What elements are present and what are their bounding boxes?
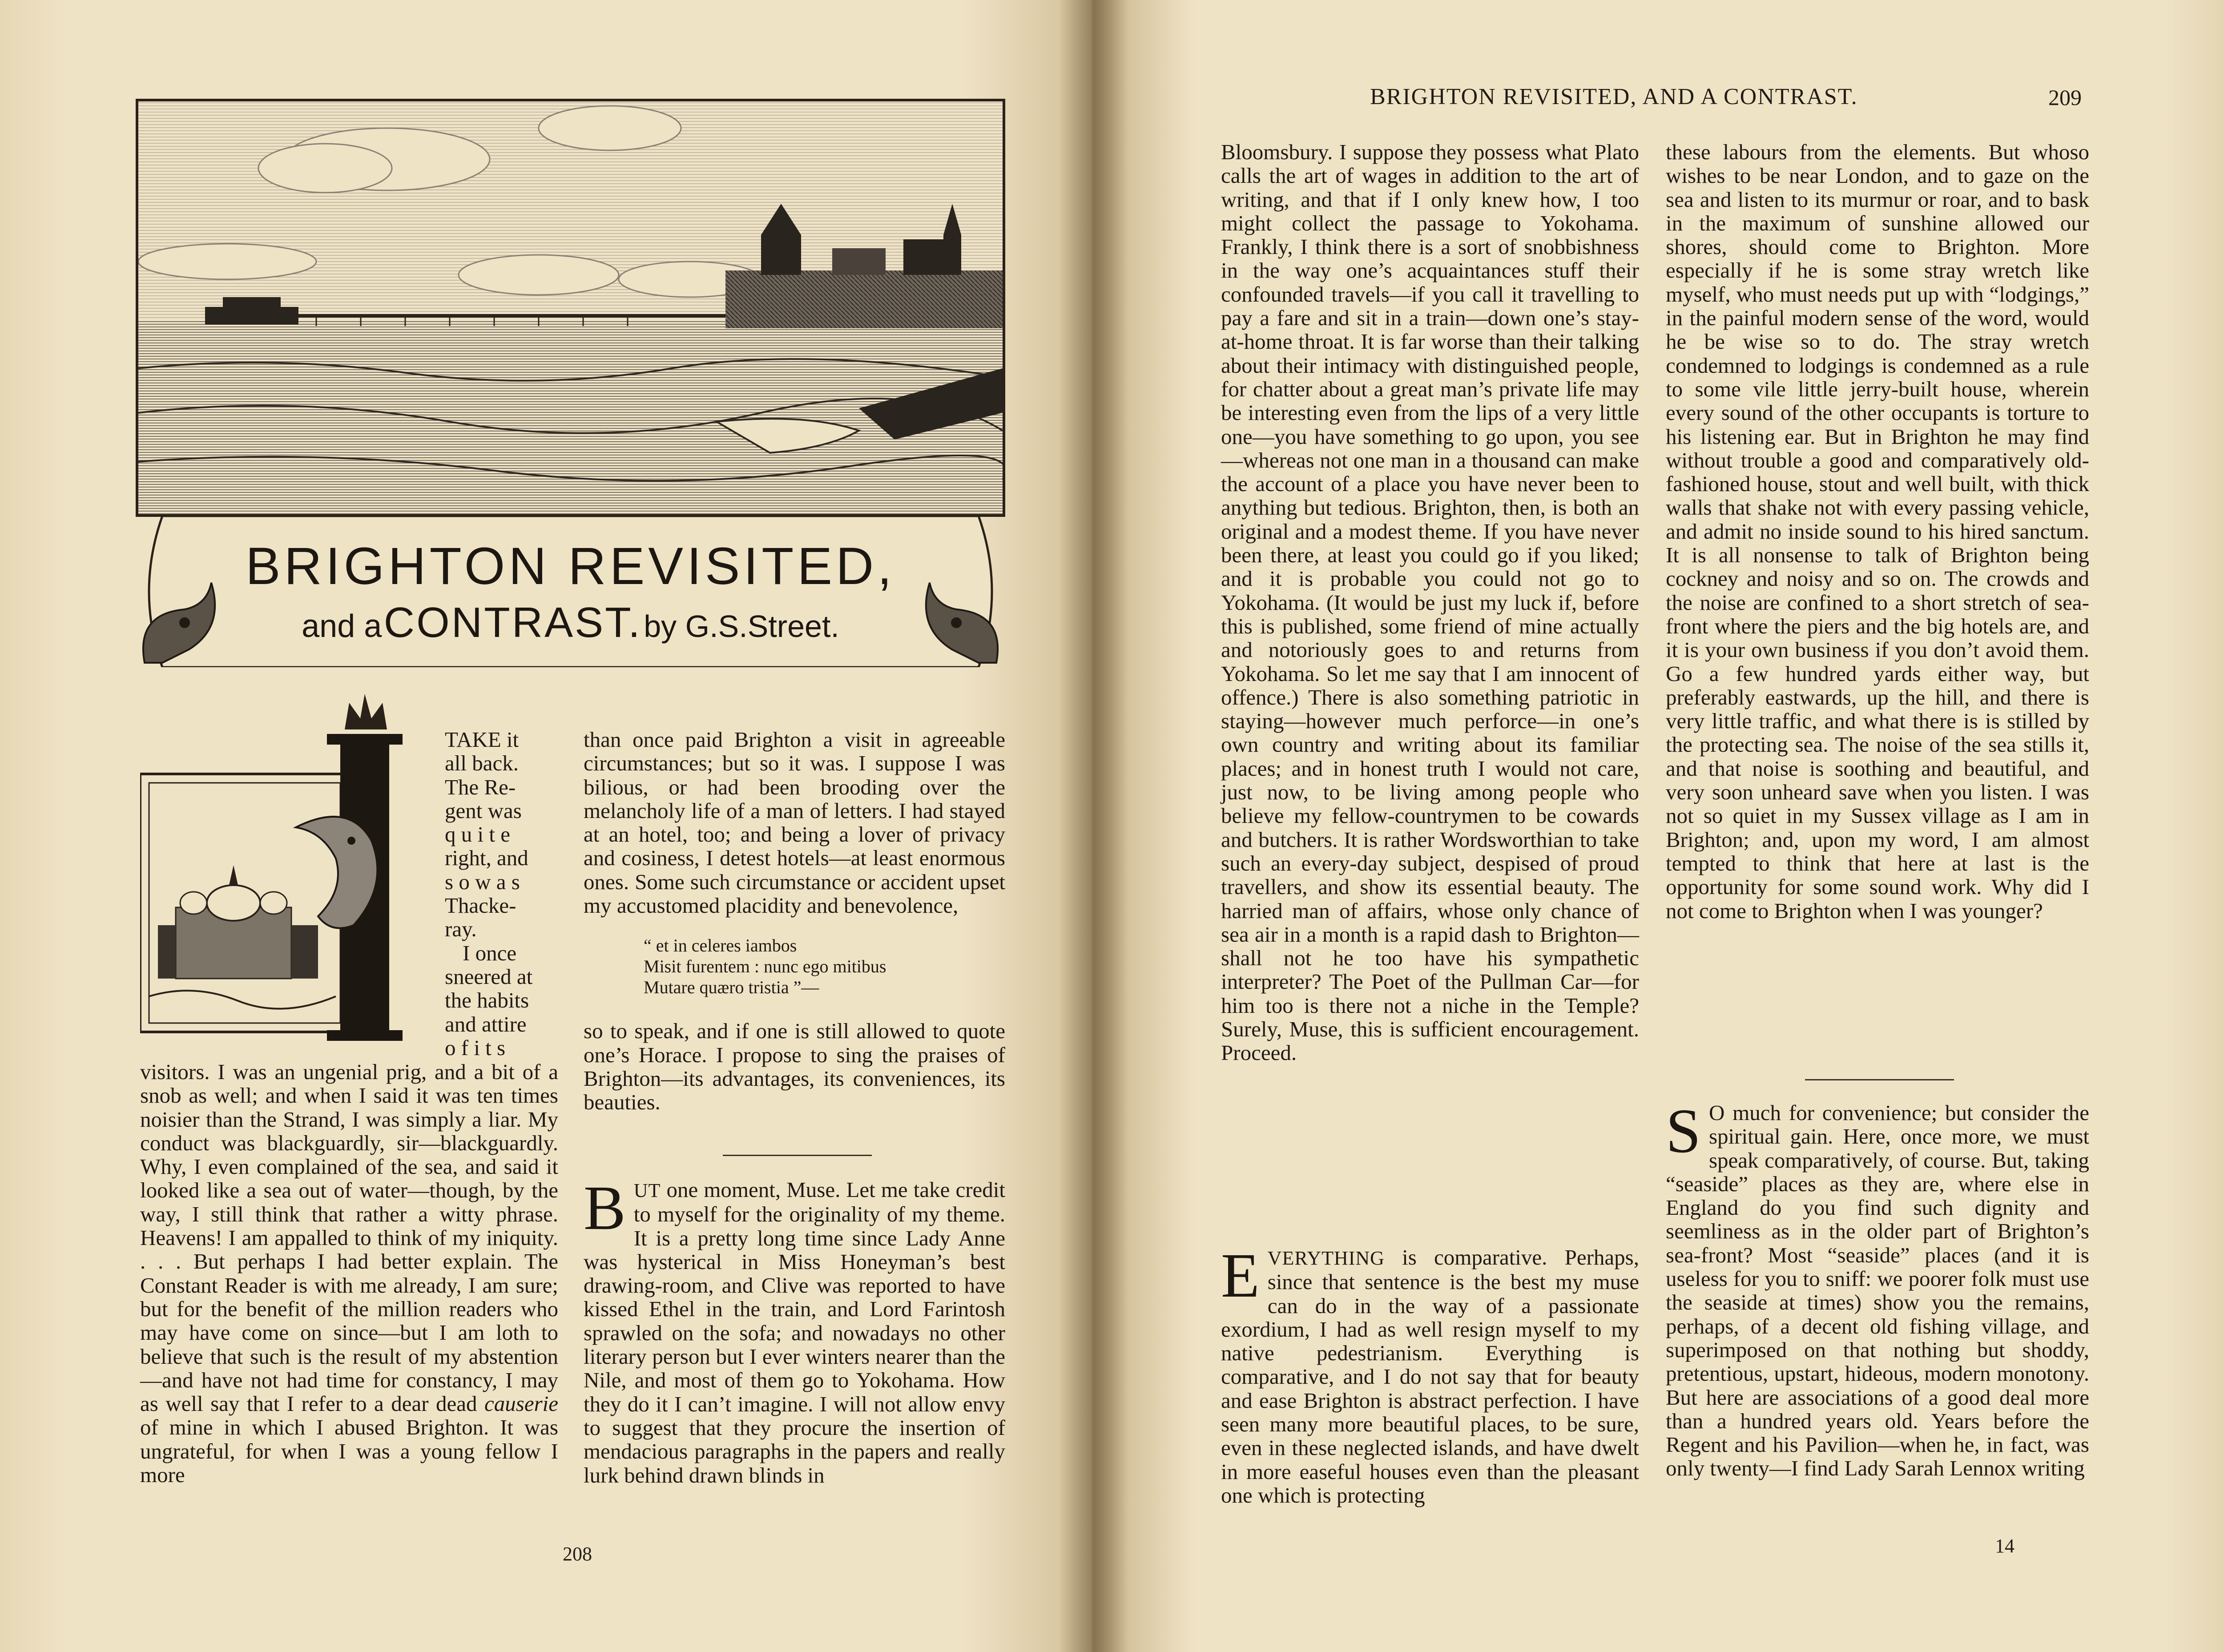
book-gutter — [1059, 0, 1130, 1652]
line: all back. — [445, 751, 519, 776]
line: TAKE it — [445, 727, 519, 752]
left-column-2-text — [584, 728, 1005, 1114]
section-divider — [723, 1155, 872, 1156]
line: s o w a s — [445, 869, 520, 894]
col1-wrapped-lines — [445, 728, 557, 1060]
paragraph: Bloomsbury. I suppose they possess what Plato calls the art of wages in addition to the art of writing, and that if I only knew how, I too might collect the passage to Yokohama. Frankly, I think there is a sort of snobbishness in the way one’s acquaintances stuff their confounded travels—if you call it travelling to pay a fare and sit in a train—down one’s stay-at-home throat. It is far worse than their talking about their intimacy with distinguished people, for chatter about a great man’s private life may be interesting even from the lips of a very little one—you have something to go upon, you see—whereas not one man in a thousand can make the account of a place you have never been to anything but tedious. Brighton, then, is both an original and a modest theme. If you have never been there, at least you could go if you liked; and it is probable you could not go to Yokohama. (It would be just my luck if, before this is published, some friend of mine actually and notoriously goes to and returns from Yokohama. So let me say that I am innocent of offence.) There is also something patriotic in staying—however much perforce—in one’s own country and writing about its familiar places; and in honest truth I would not care, just now, to be living among people who believe my fellow-countrymen to be cowards and butchers. It is rather Wordsworthian to take such an every-day subject, despised of proud travellers, and show its essential beauty. The harried man of affairs, whose only chance of sea air in a month is a rapid dash to Brighton—shall not he too have his sympathetic interpreter? The Poet of the Pullman Car—for him too is there not a niche in the Temple? Surely, Muse, this is sufficient encouragement. Proceed. — [1221, 140, 1639, 1065]
line: sneered at — [445, 964, 533, 989]
line: The Re- — [445, 774, 516, 799]
line: gent was — [445, 798, 522, 823]
running-head: BRIGHTON REVISITED, AND A CONTRAST. — [1370, 84, 1858, 109]
right-column-2-text — [1666, 140, 2089, 923]
paragraph: than once paid Brighton a visit in agreeable circumstances; but so it was. I suppose I was bilious, or had been brooding over the melancholy life of a man of letters. I had stayed at an hotel, too; and being a lover of privacy and cosiness, I detest hotels—at least enormous ones. Some such circumstance or accident upset my accustomed placidity and benevolence, — [584, 727, 1005, 918]
title-and-a: and a — [302, 608, 382, 644]
title-contrast: CONTRAST. — [383, 599, 642, 646]
horace-quotation: “ et in celeres iambos Misit furentem : nunc ego mitibus Mutare quæro tristia ”— — [644, 935, 886, 998]
paragraph: these labours from the elements. But whoso wishes to be near London, and to gaze on the sea and listen to its murmur or roar, and to bask in the maximum of sunshine allowed our shores, should come to Brighton. More especially if he is some stray wretch like myself, who must needs put up with “lodgings,” in the painful modern sense of the word, would he be wise so to do. The stray wretch condemned to lodgings is condemned as a rule to some vile little jerry-built house, wherein every sound of the other occupants is torture to his listening ear. But in Brighton he may find without trouble a good and comparatively old-fashioned house, stout and well built, with thick walls that shake not with every passing vehicle, and admit no inside sound to his hired sanctum. It is all nonsense to talk of Brighton being cockney and noisy and so on. The crowds and the noise are confined to a short stretch of sea-front where the piers and the big hotels are, and it is your own business if you don’t avoid them. Go a few hundred yards either way, but preferably eastwards, up the hill, and there is very little traffic, and what there is is stilled by the protecting sea. The noise of the sea stills it, and that noise is soothing and beautiful, and very soon unheard save when you listen. I was not so quiet in my Sussex village as I am in Brighton; and, upon my word, I am almost tempted to think that here at last is the opportunity for some sound work. Why did I not come to Brighton when I was younger? — [1666, 140, 2089, 923]
line: q u i t e — [445, 822, 510, 847]
brighton-pier-engraving — [136, 99, 1005, 517]
line: ray. — [445, 917, 477, 942]
drop-cap-b: B — [584, 1173, 626, 1243]
line: the habits — [445, 988, 529, 1013]
section-divider — [1805, 1079, 1954, 1080]
drop-cap-s: S — [1666, 1096, 1701, 1166]
ornamental-initial-i — [140, 694, 411, 1041]
line: and attire — [445, 1011, 527, 1036]
right-column-1-text — [1221, 140, 1639, 1065]
left-column-1-text: visitors. I was an ungenial prig, and a bit of a snob as well; and when I said it was ten times noisier than the Strand, I was simply a liar. My conduct was blackguardly, sir—blackguardly. Why, I even complained of the sea, and said it looked like a sea out of water—though, by the way, I still think that rather a witty phrase. Heavens! I am appalled to think of my iniquity. . . . But perhaps I had better explain. The Constant Reader is with me already, I am sure; but for the benefit of the million readers who may have come on since—but I am loth to believe that such is the result of my abstention—and have not had time for constancy, I may as well say that I refer to a dear dead causerie of mine in which I abused Brighton. It was ungrateful, for when I was a young fellow I more — [140, 1060, 559, 1487]
page-number-right: 209 — [2048, 85, 2082, 110]
page-number-left: 208 — [563, 1543, 592, 1565]
byline: by G.S.Street. — [644, 609, 839, 644]
italic-causerie: causerie — [484, 1391, 559, 1416]
article-title: BRIGHTON REVISITED, — [245, 537, 896, 596]
line: I once — [463, 940, 517, 965]
drop-cap-e: E — [1221, 1240, 1260, 1310]
line: right, and — [445, 846, 528, 870]
signature-mark: 14 — [1995, 1535, 2014, 1557]
right-column-1-section: EVERYTHING is comparative. Perhaps, since that sentence is the best my muse can do in the way of a passionate exordium, I had as well resign myself to my native pedestrianism. Everything is comparative, and I do not say that for beauty and ease Brighton is abstract perfection. I have seen many more beautiful places, to be sure, even in these neglected islands, and have dwelt in more easeful houses even than the pleasant one which is protecting — [1221, 1240, 1639, 1507]
right-column-2-section: S O much for convenience; but consider the spiritual gain. Here, once more, we must speak comparatively, of course. But, taking “seaside” places as they are, where else in England do you find such dignity and seemliness as in the older part of Brighton’s sea-front? Most “seaside” places (and it is useless for you to sniff: we poorer folk must use the seaside at times) show you the remains, perhaps, of a decent old fishing village, and superimposed on that nothing but shoddy, pretentious, upstart, hideous, modern monotony. But here are associations of a good deal more than a hundred years old. Years before the Regent and his Pavilion—when he, in fact, was only twenty—I find Lady Sarah Lennox writing — [1666, 1096, 2090, 1481]
line: o f i t s — [445, 1035, 506, 1060]
left-column-2-section: BUT one moment, Muse. Let me take credit to myself for the originality of my theme. It is a pretty long time since Lady Anne was hysterical in Miss Honeyman’s best drawing-room, and Clive was reported to have kissed Ethel in the train, and Lord Farintosh sprawled on the sofa; and nowadays no other literary person but I ever winters nearer than the Nile, and most of them go to Yokohama. How they do it I can’t imagine. I will not allow envy to suggest that they procure the insertion of mendacious paragraphs in the papers and really lurk behind drawn blinds in — [584, 1173, 1005, 1487]
paragraph: so to speak, and if one is still allowed to quote one’s Horace. I propose to sing the praises of Brighton—its advantages, its conveniences, its beauties. — [584, 1019, 1005, 1115]
line: Thacke- — [445, 893, 516, 918]
article-byline-line — [136, 598, 1005, 647]
